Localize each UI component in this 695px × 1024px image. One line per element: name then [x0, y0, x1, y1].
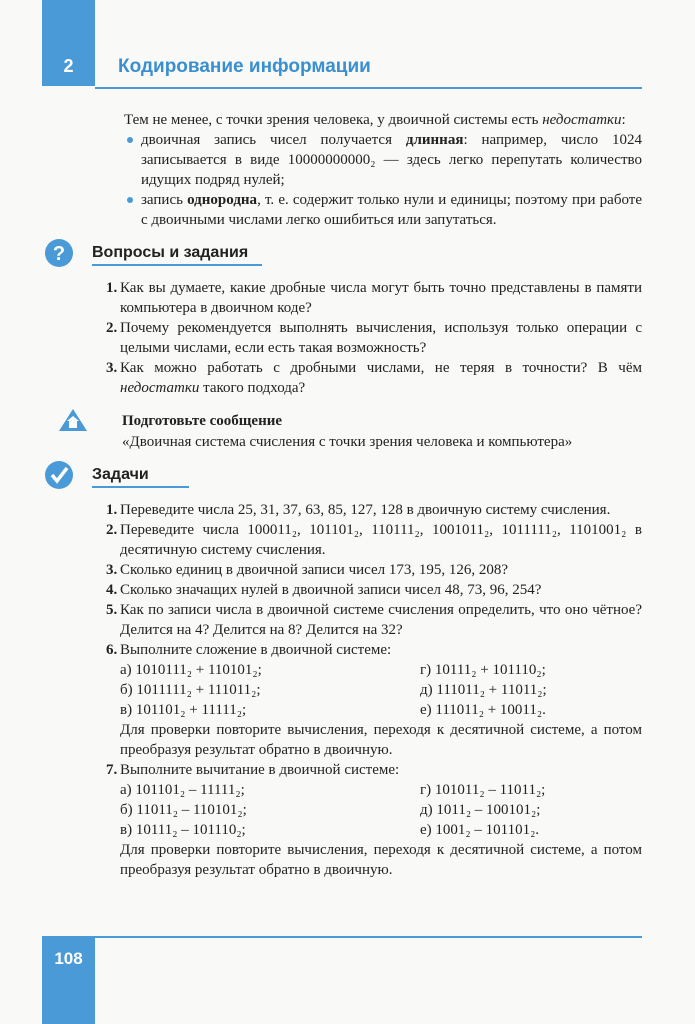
subtraction-exercises: а) 101101₂ – 11111₂; г) 101011₂ – 11011₂; б) 11011₂ – 110101₂; д) 1011₂ – 100101₂; в) 10111₂ – 101110₂; е) 1001₂ – 101101₂.: [120, 782, 546, 838]
task-item: 5. Как по записи числа в двоичной системе счисления определить, что оно чётное? Делится на 4? Делится на 8? Делится на 32?: [106, 602, 642, 638]
report-heading: Подготовьте сообщение: [122, 413, 283, 429]
report-topic: «Двоичная система счисления с точки зрения человека и компьютера»: [122, 434, 573, 450]
task-item: 3. Сколько единиц в двоичной записи чисел 173, 195, 126, 208?: [106, 562, 509, 578]
task-item: 7. Выполните вычитание в двоичной системе:: [106, 762, 400, 778]
task-item: 4. Сколько значащих нулей в двоичной записи чисел 48, 73, 96, 254?: [106, 582, 542, 598]
svg-text:?: ?: [52, 243, 66, 265]
question-item: 1. Как вы думаете, какие дробные числа могут быть точно представлены в памяти компьютера в двоичном коде?: [106, 280, 642, 316]
addition-exercises: а) 1010111₂ + 110101₂; г) 10111₂ + 101110₂; б) 1011111₂ + 111011₂; д) 111011₂ + 11011₂; в) 101101₂ + 11111₂; е) 111011₂ + 10011₂.: [120, 662, 547, 718]
bullet-item: двоичная запись чисел получается длинная: например, число 1024 записывается в виде 10000000000₂ — здесь легко перепутать количество идущих подряд нулей;: [124, 130, 642, 190]
task-item: 1. Переведите числа 25, 31, 37, 63, 85, 127, 128 в двоичную систему счисления.: [106, 502, 611, 518]
question-item: 3. Как можно работать с дробными числами, не теряя в точности? В чём недостатки такого подхода?: [106, 360, 642, 396]
questions-header: [52, 242, 642, 270]
house-icon: [58, 408, 88, 432]
bullet-item: запись однородна, т. е. содержит только нули и единицы; поэтому при работе с двоичными числами легко ошибиться или запутаться.: [124, 190, 642, 230]
addition-note: Для проверки повторите вычисления, переходя к десятичной системе, а потом преобразуя результат обратно в двоичную.: [120, 722, 642, 758]
chapter-tab: [42, 0, 95, 86]
intro-paragraph: Тем не менее, с точки зрения человека, у двоичной системы есть недостатки:: [124, 112, 626, 128]
questions-list: [106, 278, 642, 398]
tasks-list: [106, 500, 642, 880]
task-item: 6. Выполните сложение в двоичной системе:: [106, 642, 392, 658]
chapter-title: Кодирование информации: [118, 56, 371, 77]
page-number: 108: [54, 949, 83, 968]
task-item: 2. Переведите числа 100011₂, 101101₂, 110111₂, 1001011₂, 1011111₂, 1101001₂ в десятичную систему счисления.: [106, 522, 642, 558]
footer-rule: [95, 936, 642, 938]
checkmark-icon: [44, 460, 74, 490]
questions-heading: Вопросы и задания: [92, 242, 262, 266]
page-content: [52, 110, 643, 880]
chapter-number: 2: [63, 56, 74, 76]
header-rule: [95, 87, 642, 89]
page-number-tab: [42, 936, 95, 1024]
question-item: 2. Почему рекомендуется выполнять вычисления, используя только операции с целыми числами, если есть такая возможность?: [106, 320, 642, 356]
tasks-header: [92, 464, 642, 492]
tasks-heading: Задачи: [92, 464, 189, 488]
intro-text: [106, 110, 642, 230]
report-section: [122, 410, 642, 452]
question-icon: [44, 238, 74, 268]
subtraction-note: Для проверки повторите вычисления, переходя к десятичной системе, а потом преобразуя результат обратно в двоичную.: [120, 842, 642, 878]
